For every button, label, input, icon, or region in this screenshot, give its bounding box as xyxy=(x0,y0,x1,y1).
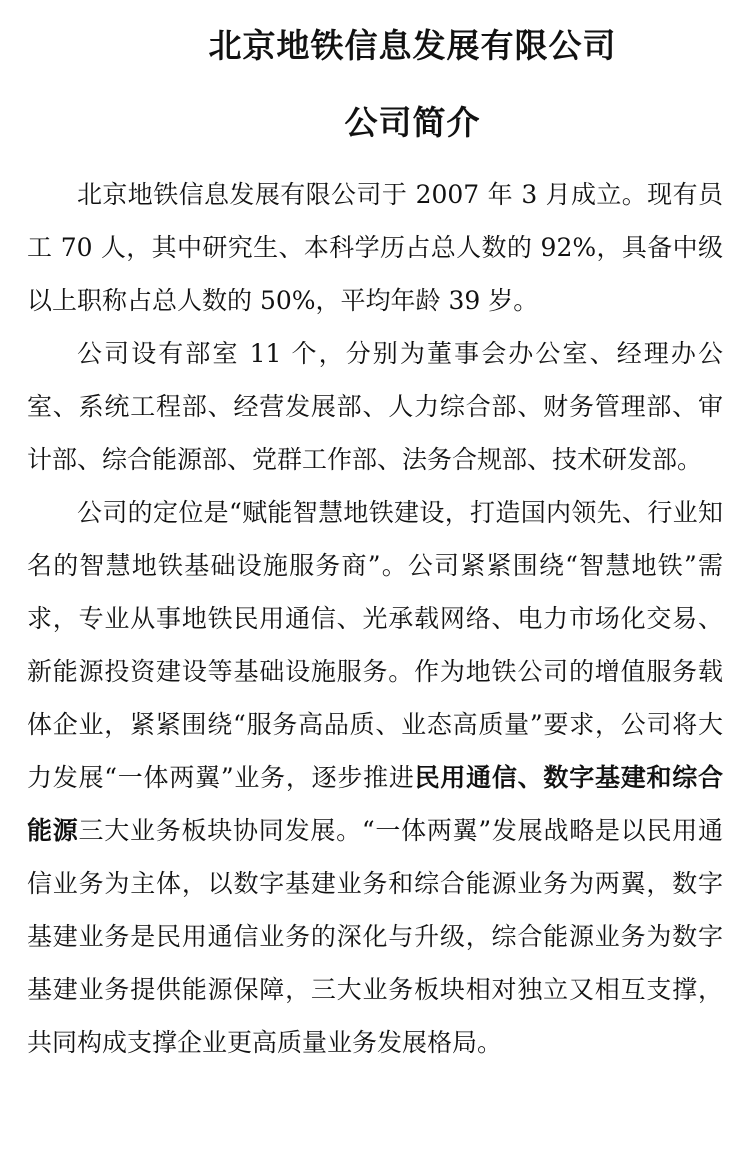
section-title: 公司简介 xyxy=(344,103,481,142)
paragraph-3-bold-text: 民用通信、数字基建和综合能源 xyxy=(27,763,723,845)
paragraph-3-text-after: 三大业务板块协同发展。“一体两翼”发展战略是以民用通信业务为主体，以数字基建业务和综合能源业务为两翼，数字基建业务是民用通信业务的深化与升级，综合能源业务为数字基建业务提供能源保障，三大业务板块相对独立又相互支撑，共同构成支撑企业更高质量业务发展格局。 xyxy=(27,816,723,1057)
company-title: 北京地铁信息发展有限公司 xyxy=(208,26,617,65)
paragraph-2: 公司设有部室 11 个，分别为董事会办公室、经理办公室、系统工程部、经营发展部、人力综合部、财务管理部、审计部、综合能源部、党群工作部、法务合规部、技术研发部。 xyxy=(27,339,723,474)
document-body xyxy=(27,168,723,1069)
paragraph-3-text-before: 公司的定位是“赋能智慧地铁建设，打造国内领先、行业知名的智慧地铁基础设施服务商”。公司紧紧围绕“智慧地铁”需求，专业从事地铁民用通信、光承载网络、电力市场化交易、新能源投资建设等基础设施服务。作为地铁公司的增值服务载体企业，紧紧围绕“服务高品质、业态高质量”要求，公司将大力发展“一体两翼”业务，逐步推进 xyxy=(27,498,723,792)
paragraph-3 xyxy=(27,486,723,1069)
paragraph-1: 北京地铁信息发展有限公司于 2007 年 3 月成立。现有员工 70 人，其中研究生、本科学历占总人数的 92%，具备中级以上职称占总人数的 50%，平均年龄 39 岁。 xyxy=(27,180,723,315)
